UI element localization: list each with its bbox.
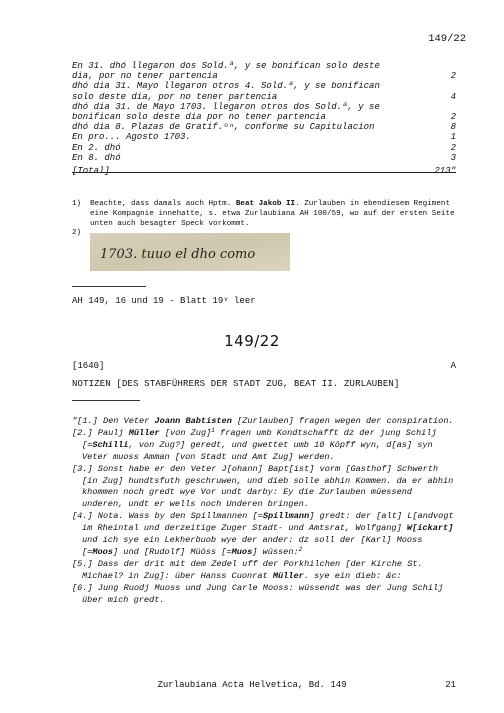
footer-title: Zurlaubiana Acta Helvetica, Bd. 149 — [157, 680, 347, 690]
ledger-row-count: 1 — [450, 132, 456, 143]
ledger-row-count — [434, 81, 456, 91]
footnote-1-marker: 1) — [72, 200, 82, 208]
ledger-row-count: 2 — [450, 112, 456, 123]
ledger-row-count — [434, 61, 456, 71]
document-letter: A — [450, 361, 456, 371]
ledger-row-text: En 8. dhó — [72, 152, 121, 163]
footnote-1 — [72, 200, 456, 229]
document-number-title: 149/22 — [224, 332, 280, 350]
note-paragraph-2: [2.] Paulj Müller [von Zug]$^1$ fragen umb Kondtschafft dz der jung Schilj [=Schilli, von Zug?] geredt, und gwettet umb 10 Köpff wyn, d[as] syn Veter muoss Amman [von Stadt und Amt Zug] werden. — [72, 426, 437, 462]
ledger-row — [72, 61, 456, 71]
ledger-row-count: 8 — [450, 122, 456, 133]
ledger-rule — [72, 172, 456, 173]
ledger-total-value: 213" — [434, 166, 456, 177]
ledger-row-text: dhó dia 31. de Mayo 1703. llegaron otros dos Sold.ª, y se — [72, 101, 380, 112]
ledger-row — [72, 153, 456, 163]
footnote-2-marker: 2) — [72, 229, 82, 237]
footer-page-number: 21 — [445, 680, 456, 690]
ledger-row — [72, 132, 456, 142]
ledger-row-count: 3 — [450, 152, 456, 163]
ledger-row-text: En 31. dhó llegaron dos Sold.ª, y se bonifican solo deste — [72, 61, 380, 71]
ledger-row-text: dia, por no tener partencia — [72, 71, 218, 82]
page-number-top: 149/22 — [428, 33, 466, 45]
note-paragraph-6: [6.] Jung Ruodj Muoss und Jung Carle Mooss: wüssendt was der Jung Schilj über mich gredt. — [72, 582, 444, 605]
document-heading: NOTIZEN [DES STABFÜHRERS DER STADT ZUG, BEAT II. ZURLAUBEN] — [72, 379, 400, 389]
heading-rule — [72, 400, 140, 401]
ledger-row-count: 2 — [450, 71, 456, 82]
footnote-ref-2: 2 — [298, 545, 303, 553]
ledger-row — [72, 143, 456, 153]
ledger-row-text: solo deste dia, por no tener partencia — [72, 91, 278, 102]
ledger-row — [72, 92, 456, 102]
svg-text:1703. tuuo el dho como: 1703. tuuo el dho como — [100, 247, 256, 262]
note-paragraph-5: [5.] Dass der drit mit dem Zedel uff der Porkhilchen [der Kirche St. Michael? in Zug]: über Hanss Cuonrat Müller. sye ein dieb: &c: — [72, 558, 423, 581]
ledger-row-text: bonifican solo deste dia por no tener partencia — [72, 112, 326, 123]
ledger-table — [72, 61, 456, 176]
document-date: [1640] — [72, 361, 105, 371]
footnote-rule — [72, 286, 146, 287]
handwriting-image — [90, 233, 290, 271]
ledger-row — [72, 71, 456, 81]
ledger-row-text: En 2. dhó — [72, 142, 121, 153]
note-paragraph-4: [4.] Nota. Wass by den Spillmannen [=Spillmann] gredt: der [alt] L[andvogt im Rheintal und derzeitige Zuger Stadt- und Amtsrat, Wolfgang] W[ickart] und ich sye ein Lekherbuob wye der ander: dz soll der [Karl] Mooss [=Moos] und [Rudolf] Müöss [=Muos] wüssen:$^2$ — [72, 511, 454, 557]
ledger-row-text: dhó dia 31. Mayo llegaron otros 4. Sold.ª, y se bonifican — [72, 81, 380, 92]
footnote-ref-1: 1 — [211, 426, 215, 434]
ledger-row-text: dhó dia 8. Plazas de Gratif.ᵒⁿ, conforme su Capitulacion — [72, 122, 375, 133]
ledger-total-label: [Total] — [72, 166, 110, 177]
ledger-row-count — [434, 102, 456, 112]
ledger-row — [72, 81, 456, 91]
ledger-row-count: 4 — [450, 91, 456, 102]
note-paragraph-3: [3.] Sonst habe er den Veter J[ohann] Bapt[ist] vorm [Gasthof] Schwerth [in Zug] hundtsfuth geschruwen, und dieb solle abhin Kommen. da er abhin khommen noch gredt wye Vor undt darby: Ey die Zurlauben müessend underen, undt er wells noch Underen bringen. — [72, 463, 454, 510]
footnote-1-body: Beachte, dass damals auch Hptm. Beat Jakob II. Zurlauben in ebendiesem Regiment eine Kompagnie innehatte, s. etwa Zurlaubiana AH 100/59, wo auf der ersten Seite unten auch besagter Speck vorkommt. — [90, 200, 455, 228]
ledger-row-text: En pro... Agosto 1703. — [72, 132, 191, 143]
archive-reference: AH 149, 16 und 19 - Blatt 19ᵛ leer — [72, 296, 256, 306]
ledger-row — [72, 102, 456, 112]
ledger-row-count: 2 — [450, 142, 456, 153]
ledger-row — [72, 122, 456, 132]
note-paragraph-1: "[1.] Den Veter Joann Babtisten [Zurlauben] fragen wegen der conspiration. — [72, 416, 454, 426]
notes-body — [72, 416, 456, 607]
ledger-row — [72, 112, 456, 122]
